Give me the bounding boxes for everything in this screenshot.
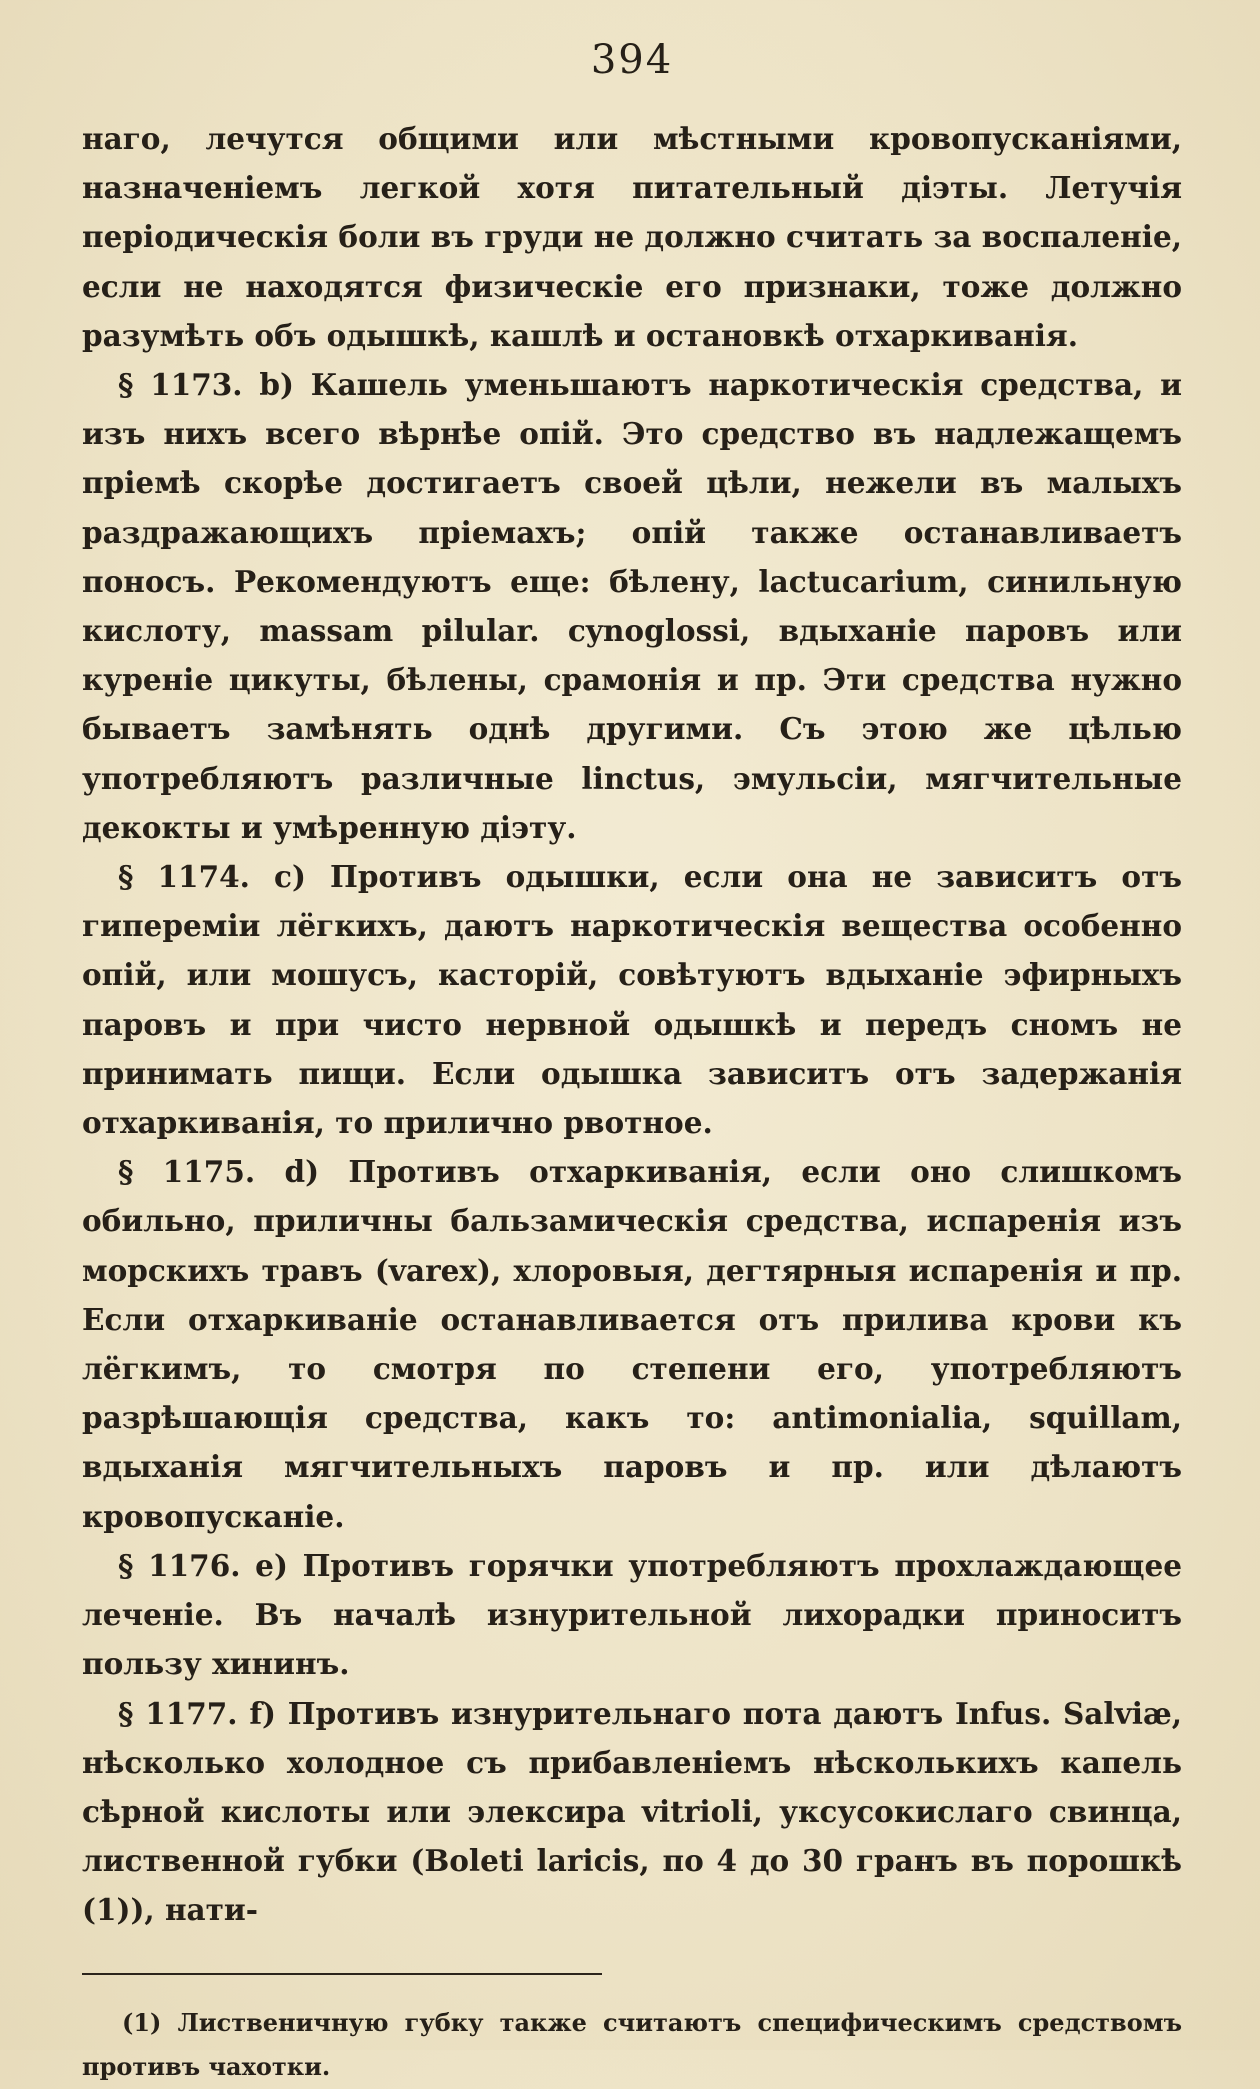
paragraph-1176: § 1176. e) Противъ горячки употребляютъ прохлаждающее леченіе. Въ началѣ изнурительной лихорадки приноситъ пользу хининъ. xyxy=(82,1547,1182,1682)
paragraph-1175: § 1175. d) Противъ отхаркиванія, если оно слишкомъ обильно, приличны бальзамическія средства, испаренія изъ морскихъ травъ (varex), хлоровыя, дегтярныя испаренія и пр. Если отхаркиваніе останавливается отъ прилива крови къ лёгкимъ, то смотря по степени его, употребляютъ разрѣшающія средства, какъ то: antimonialia, squillam, вдыханія мягчительныхъ паровъ и пр. или дѣлаютъ кровопусканіе. xyxy=(82,1154,1182,1534)
footnote: (1) Лиственичную губку также считаютъ специфическимъ средствомъ противъ чахотки. xyxy=(82,2007,1182,2081)
paragraph-1177: § 1177. f) Противъ изнурительнаго пота даютъ Infus. Salviæ, нѣсколько холодное съ прибавленіемъ нѣсколькихъ капель сѣрной кислоты или элексира vitrioli, уксусокислаго свинца, лиственной губки (Boleti laricis, по 4 до 30 гранъ въ порошкѣ (1)), нати- xyxy=(82,1695,1182,1928)
footnote-divider xyxy=(82,1973,602,1975)
paragraph-1174: § 1174. c) Противъ одышки, если она не зависитъ отъ гипереміи лёгкихъ, даютъ наркотическія вещества особенно опій, или мошусъ, касторій, совѣтуютъ вдыханіе эфирныхъ паровъ и при чисто нервной одышкѣ и передъ сномъ не принимать пищи. Если одышка зависитъ отъ задержанія отхаркиванія, то прилично рвотное. xyxy=(82,859,1182,1141)
main-text xyxy=(82,114,1182,1935)
page-number: 394 xyxy=(590,37,674,83)
paragraph-continuation: наго, лечутся общими или мѣстными кровопусканіями, назначеніемъ легкой хотя питательный діэты. Летучія періодическія боли въ груди не должно считать за воспаленіе, если не находятся физическіе его признаки, тоже должно разумѣть объ одышкѣ, кашлѣ и остановкѣ отхаркиванія. xyxy=(82,121,1182,353)
paragraph-1173: § 1173. b) Кашель уменьшаютъ наркотическія средства, и изъ нихъ всего вѣрнѣе опій. Это средство въ надлежащемъ пріемѣ скорѣе достигаетъ своей цѣли, нежели въ малыхъ раздражающихъ пріемахъ; опій также останавливаетъ поносъ. Рекомендуютъ еще: бѣлену, lactucarium, синильную кислоту, massam pilular. cynoglossi, вдыханіе паровъ или куреніе цикуты, бѣлены, срамонія и пр. Эти средства нужно бываетъ замѣнять однѣ другими. Съ этою же цѣлью употребляютъ различные linctus, эмульсіи, мягчительные декокты и умѣренную діэту. xyxy=(82,367,1182,845)
book-page xyxy=(82,30,1182,2081)
